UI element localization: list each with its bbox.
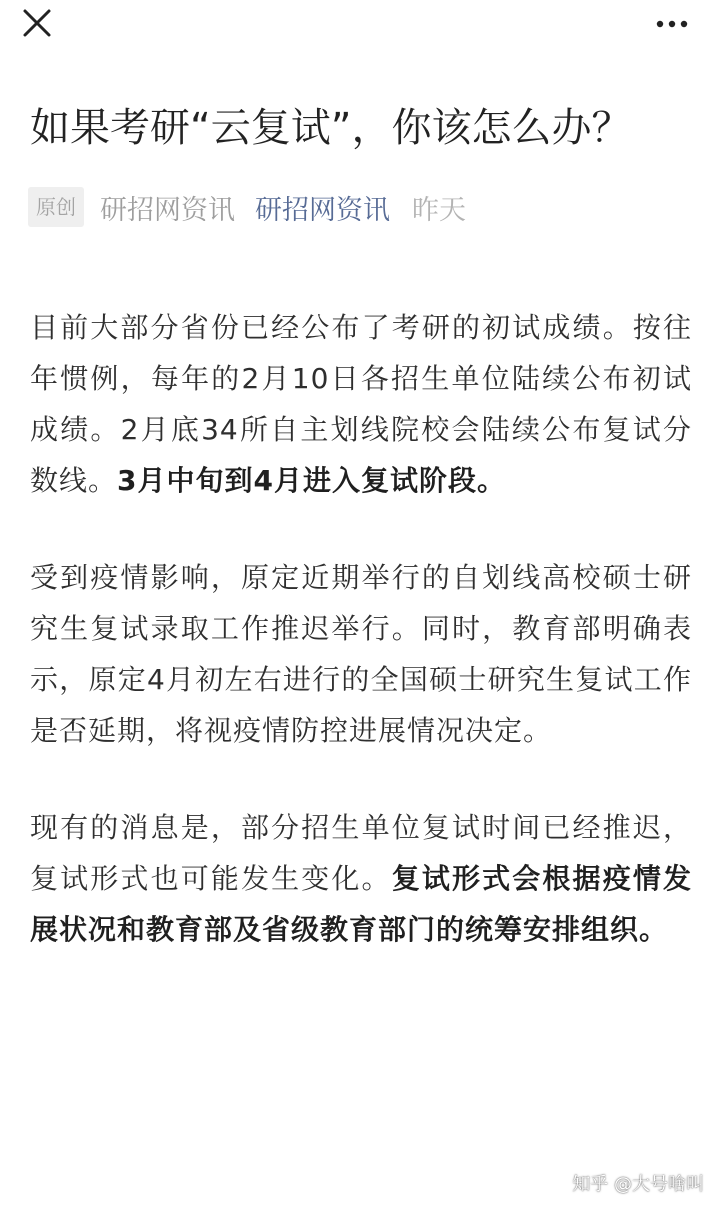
paragraph bbox=[30, 802, 692, 955]
more-horizontal-icon bbox=[654, 10, 690, 38]
article-body bbox=[30, 302, 692, 1001]
account-name-link[interactable]: 研招网资讯 bbox=[255, 194, 390, 226]
original-badge: 原创 bbox=[28, 187, 84, 227]
paragraph-text: 现有的消息是，部分招生单位复试时间已经推迟，复试形式也可能发生变化。 bbox=[30, 811, 692, 895]
top-toolbar bbox=[0, 0, 720, 50]
watermark: 知乎 @大号啥叫 bbox=[572, 1174, 704, 1195]
article-author: 研招网资讯 bbox=[100, 194, 235, 226]
close-icon bbox=[20, 6, 54, 40]
paragraph-text: 受到疫情影响，原定近期举行的自划线高校硕士研究生复试录取工作推迟举行。同时，教育部明确表示，原定4月初左右进行的全国硕士研究生复试工作是否延期，将视疫情防控进展情况决定。 bbox=[30, 561, 692, 747]
more-options-button[interactable] bbox=[654, 10, 690, 38]
close-button[interactable] bbox=[20, 6, 54, 40]
paragraph-text: 目前大部分省份已经公布了考研的初试成绩。按往年惯例，每年的2月10日各招生单位陆续公布初试成绩。2月底34所自主划线院校会陆续公布复试分数线。 bbox=[30, 311, 692, 497]
paragraph bbox=[30, 552, 692, 756]
paragraph-bold-text: 复试形式会根据疫情发展状况和教育部及省级教育部门的统筹安排组织。 bbox=[30, 862, 692, 946]
article-meta bbox=[28, 186, 466, 228]
paragraph bbox=[30, 302, 692, 506]
paragraph-bold-text: 3月中旬到4月进入复试阶段。 bbox=[117, 464, 506, 497]
publish-date: 昨天 bbox=[412, 194, 466, 226]
article-title: 如果考研“云复试”，你该怎么办？ bbox=[30, 105, 632, 151]
